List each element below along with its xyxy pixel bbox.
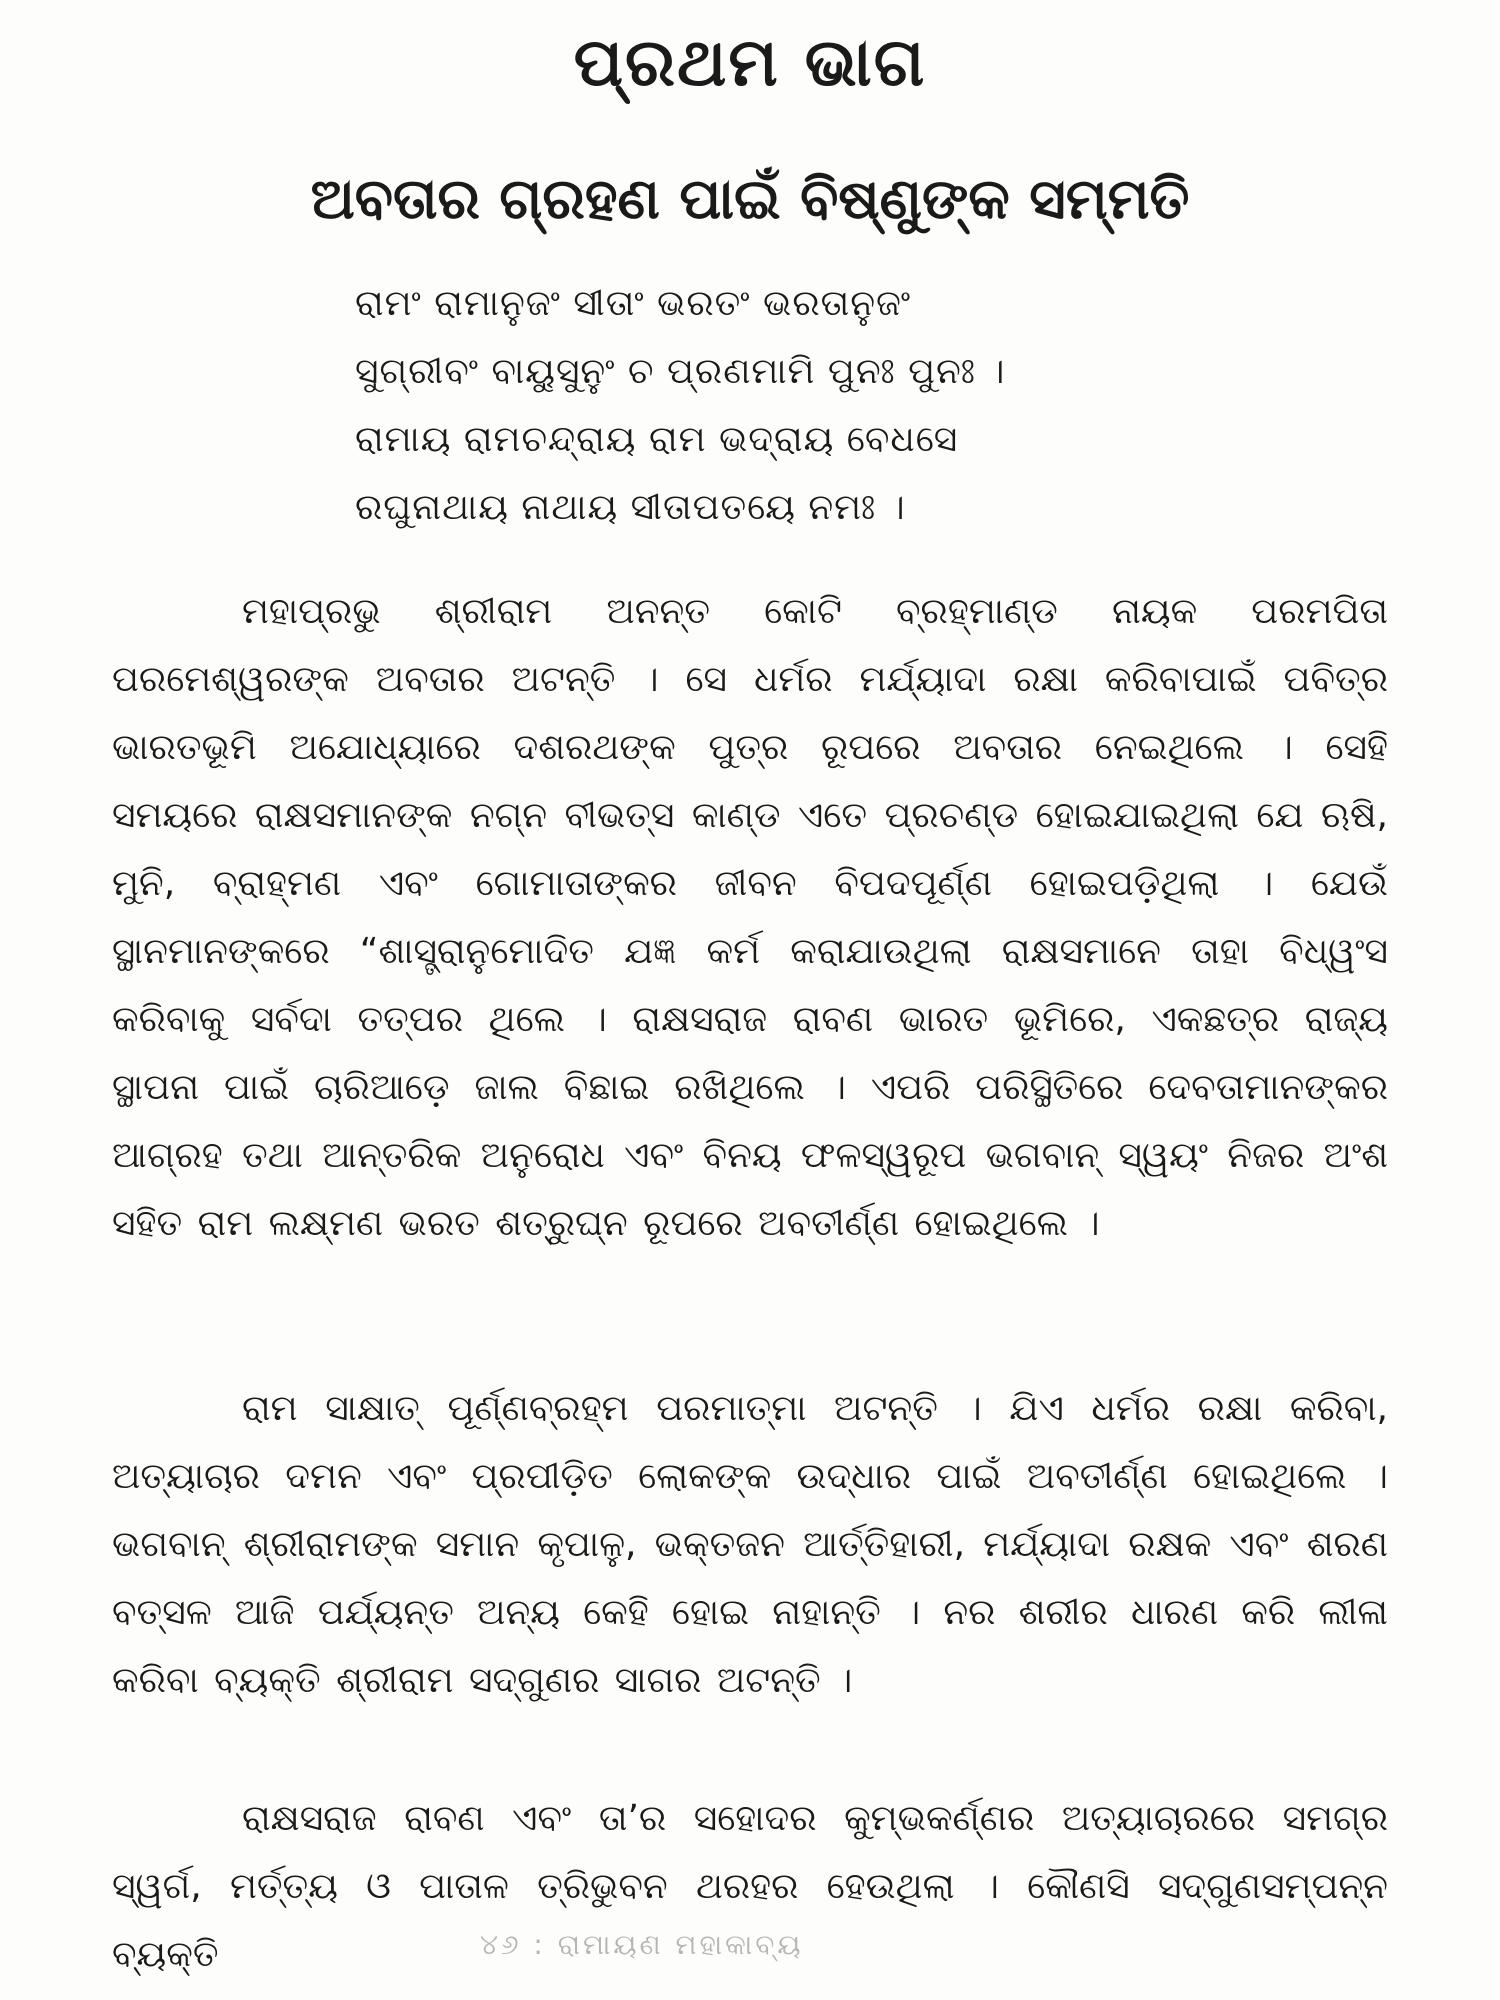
page-footer: ୪୬ : ରାମାୟଣ ମହାକାବ୍ୟ — [480, 1928, 804, 1961]
body-paragraph: ରାମ ସାକ୍ଷାତ୍ ପୂର୍ଣ୍ଣବ୍ରହ୍ମ ପରମାତ୍ମା ଅଟନ୍ତି । ଯିଏ ଧର୍ମର ରକ୍ଷା କରିବା, ଅତ୍ୟାଚାର ଦମନ ଏବଂ ପ୍ରପୀଡ଼ିତ ଲୋକଙ୍କ ଉଦ୍ଧାର ପାଇଁ ଅବତୀର୍ଣ୍ଣ ହୋଇଥିଲେ । ଭଗବାନ୍ ଶ୍ରୀରାମଙ୍କ ସମାନ କୃପାଳୁ, ଭକ୍ତଜନ ଆର୍ତ୍ତିହାରୀ, ମର୍ଯ୍ୟାଦା ରକ୍ଷକ ଏବଂ ଶରଣ ବତ୍ସଳ ଆଜି ପର୍ଯ୍ୟନ୍ତ ଅନ୍ୟ କେହି ହୋଇ ନାହାନ୍ତି । ନର ଶରୀର ଧାରଣ କରି ଲୀଳା କରିବା ବ୍ୟକ୍ତି ଶ୍ରୀରାମ ସଦ୍‌ଗୁଣର ସାଗର ଅଟନ୍ତି । — [112, 1388, 1388, 1701]
verse-line: ରାମଂ ରାମାନୁଜଂ ସୀତାଂ ଭରତଂ ଭରତାନୁଜଂ — [355, 283, 912, 324]
verse-line: ରାମାୟ ରାମଚନ୍ଦ୍ରାୟ ରାମ ଭଦ୍ରାୟ ବେଧସେ — [355, 419, 959, 460]
invocation-verse — [355, 270, 1355, 542]
body-paragraph: ରାକ୍ଷସରାଜ ରାବଣ ଏବଂ ତା’ର ସହୋଦର କୁମ୍ଭକର୍ଣ୍ଣର ଅତ୍ୟାଚାରରେ ସମଗ୍ର ସ୍ୱର୍ଗ, ମର୍ତ୍ତ୍ୟ ଓ ପାତାଳ ତ୍ରିଭୁବନ ଥରହର ହେଉଥିଲା । କୌଣସି ସଦ୍‌ଗୁଣସମ୍ପନ୍ନ ବ୍ୟକ୍ତି — [112, 1798, 1388, 1975]
chapter-title: ଅବତାର ଗ୍ରହଣ ପାଇଁ ବିଷ୍ଣୁଙ୍କ ସମ୍ମତି — [310, 167, 1190, 232]
part-title: ପ୍ରଥମ ଭାଗ — [573, 24, 927, 101]
body-paragraph: ମହାପ୍ରଭୁ ଶ୍ରୀରାମ ଅନନ୍ତ କୋଟି ବ୍ରହ୍ମାଣ୍ଡ ନାୟକ ପରମପିତା ପରମେଶ୍ୱରଙ୍କ ଅବତାର ଅଟନ୍ତି । ସେ ଧର୍ମର ମର୍ଯ୍ୟାଦା ରକ୍ଷା କରିବାପାଇଁ ପବିତ୍ର ଭାରତଭୂମି ଅଯୋଧ୍ୟାରେ ଦଶରଥଙ୍କ ପୁତ୍ର ରୂପରେ ଅବତାର ନେଇଥିଲେ । ସେହି ସମୟରେ ରାକ୍ଷସମାନଙ୍କ ନଗ୍ନ ବୀଭତ୍ସ କାଣ୍ଡ ଏତେ ପ୍ରଚଣ୍ଡ ହୋଇଯାଇଥିଲା ଯେ ଋଷି, ମୁନି, ବ୍ରାହ୍ମଣ ଏବଂ ଗୋମାତାଙ୍କର ଜୀବନ ବିପଦପୂର୍ଣ୍ଣ ହୋଇପଡ଼ିଥିଲା । ଯେଉଁ ସ୍ଥାନମାନଙ୍କରେ “ଶାସ୍ତ୍ରାନୁମୋଦିତ ଯଜ୍ଞ କର୍ମ କରାଯାଉଥିଲା ରାକ୍ଷସମାନେ ତାହା ବିଧ୍ୱଂସ କରିବାକୁ ସର୍ବଦା ତତ୍ପର ଥିଲେ । ରାକ୍ଷସରାଜ ରାବଣ ଭାରତ ଭୂମିରେ, ଏକଛତ୍ର ରାଜ୍ୟ ସ୍ଥାପନା ପାଇଁ ଚାରିଆଡ଼େ ଜାଲ ବିଛାଇ ରଖିଥିଲେ । ଏପରି ପରିସ୍ଥିତିରେ ଦେବତାମାନଙ୍କର ଆଗ୍ରହ ତଥା ଆନ୍ତରିକ ଅନୁରୋଧ ଏବଂ ବିନୟ ଫଳସ୍ୱରୂପ ଭଗବାନ୍ ସ୍ୱୟଂ ନିଜର ଅଂଶ ସହିତ ରାମ ଲକ୍ଷ୍ମଣ ଭରତ ଶତ୍ରୁଘ୍ନ ରୂପରେ ଅବତୀର୍ଣ୍ଣ ହୋଇଥିଲେ । — [112, 591, 1388, 1244]
verse-line: ରଘୁନାଥାୟ ନାଥାୟ ସୀତାପତୟେ ନମଃ । — [355, 487, 906, 528]
verse-line: ସୁଗ୍ରୀବଂ ବାୟୁସୁନୁଂ ଚ ପ୍ରଣମାମି ପୁନଃ ପୁନଃ । — [355, 351, 1006, 392]
